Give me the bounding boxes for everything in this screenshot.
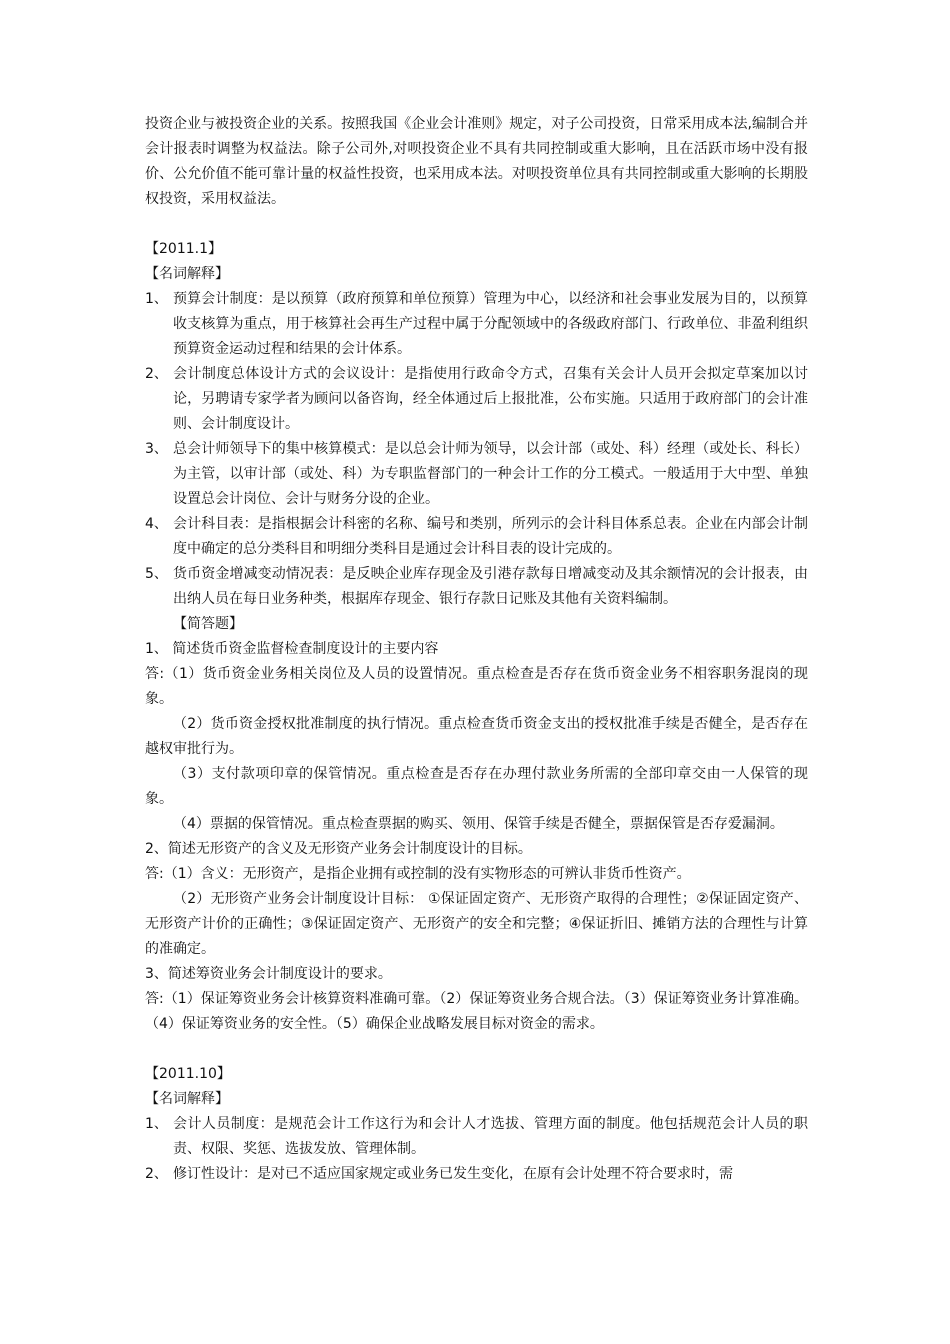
question-1: 1、 简述货币资金监督检查制度设计的主要内容: [145, 641, 439, 657]
terms-heading: 【名词解释】: [145, 1091, 229, 1107]
item-text: 预算会计制度：是以预算（政府预算和单位预算）管理为中心，以经济和社会事业发展为目的，以预算收支核算为重点，用于核算社会再生产过程中属于分配领域中的各级政府部门、行政单位、非盈利组织预算资金运动过程和结果的会计体系。: [173, 291, 808, 357]
item-text: 会计科目表：是指根据会计科密的名称、编号和类别，所列示的会计科目体系总表。企业在内部会计制度中确定的总分类科目和明细分类科目是通过会计科目表的设计完成的。: [173, 516, 808, 557]
list-item: [145, 362, 808, 437]
item-text: 修订性设计：是对已不适应国家规定或业务已发生变化，在原有会计处理不符合要求时，需: [173, 1166, 733, 1182]
qa-heading: 【简答题】: [173, 616, 243, 632]
answer-paragraph: 答:（1）含义：无形资产，是指企业拥有或控制的没有实物形态的可辨认非货币性资产。: [145, 866, 691, 882]
item-number: 3、: [145, 441, 168, 457]
answer-paragraph: （2）无形资产业务会计制度设计目标： ①保证固定资产、无形资产取得的合理性；②保证固定资产、无形资产计价的正确性；③保证固定资产、无形资产的安全和完整；④保证折旧、摊销方法的合理性与计算的准确定。: [145, 891, 808, 957]
terms-list: [145, 1112, 808, 1187]
item-number: 4、: [145, 516, 168, 532]
section-year-2011-10: 【2011.10】: [145, 1066, 231, 1082]
list-item: [145, 512, 808, 562]
item-text: 会计制度总体设计方式的会议设计：是指使用行政命令方式，召集有关会计人员开会拟定草案加以讨论，另聘请专家学者为顾问以备咨询，经全体通过后上报批准，公布实施。只适用于政府部门的会计准则、会计制度设计。: [173, 366, 808, 432]
list-item: [145, 562, 808, 612]
item-number: 2、: [145, 1166, 168, 1182]
list-item: [145, 287, 808, 362]
item-text: 货币资金增减变动情况表：是反映企业库存现金及引港存款每日增减变动及其余额情况的会计报表，由出纳人员在每日业务种类，根据库存现金、银行存款日记账及其他有关资料编制。: [173, 566, 808, 607]
item-number: 2、: [145, 366, 168, 382]
answer-paragraph: 答:（1）保证筹资业务会计核算资料准确可靠。（2）保证筹资业务合规合法。（3）保证筹资业务计算准确。（4）保证筹资业务的安全性。（5）确保企业战略发展目标对资金的需求。: [145, 991, 808, 1032]
item-number: 1、: [145, 1116, 168, 1132]
section-year-2011-1: 【2011.1】: [145, 241, 222, 257]
question-2: 2、简述无形资产的含义及无形资产业务会计制度设计的目标。: [145, 841, 532, 857]
item-number: 5、: [145, 566, 168, 582]
intro-paragraph: 投资企业与被投资企业的关系。按照我国《企业会计准则》规定，对子公司投资，日常采用成本法,编制合并会计报表时调整为权益法。除子公司外,对呗投资企业不具有共同控制或重大影响，且在活跃市场中没有报价、公允价值不能可靠计量的权益性投资，也采用成本法。对呗投资单位具有共同控制或重大影响的长期股权投资，采用权益法。: [145, 116, 808, 207]
list-item: [145, 437, 808, 512]
list-item: [145, 1112, 808, 1162]
document-page: [145, 112, 808, 1187]
terms-heading: 【名词解释】: [145, 266, 229, 282]
answer-paragraph: 答:（1）货币资金业务相关岗位及人员的设置情况。重点检查是否存在货币资金业务不相容职务混岗的现象。: [145, 666, 808, 707]
item-number: 1、: [145, 291, 168, 307]
question-3: 3、简述筹资业务会计制度设计的要求。: [145, 966, 392, 982]
answer-paragraph: （3）支付款项印章的保管情况。重点检查是否存在办理付款业务所需的全部印章交由一人保管的现象。: [145, 766, 808, 807]
list-item: [145, 1162, 808, 1187]
spacer: [145, 1037, 808, 1062]
answer-paragraph: （4）票据的保管情况。重点检查票据的购买、领用、保管手续是否健全，票据保管是否存爱漏洞。: [173, 816, 784, 832]
item-text: 总会计师领导下的集中核算模式：是以总会计师为领导，以会计部（或处、科）经理（或处长、科长）为主管，以审计部（或处、科）为专职监督部门的一种会计工作的分工模式。一般适用于大中型、单独设置总会计岗位、会计与财务分设的企业。: [173, 441, 808, 507]
item-text: 会计人员制度：是规范会计工作这行为和会计人才选拔、管理方面的制度。他包括规范会计人员的职责、权限、奖惩、选拔发放、管理体制。: [173, 1116, 808, 1157]
terms-list: [145, 287, 808, 612]
answer-paragraph: （2）货币资金授权批准制度的执行情况。重点检查货币资金支出的授权批准手续是否健全，是否存在越权审批行为。: [145, 716, 808, 757]
spacer: [145, 212, 808, 237]
